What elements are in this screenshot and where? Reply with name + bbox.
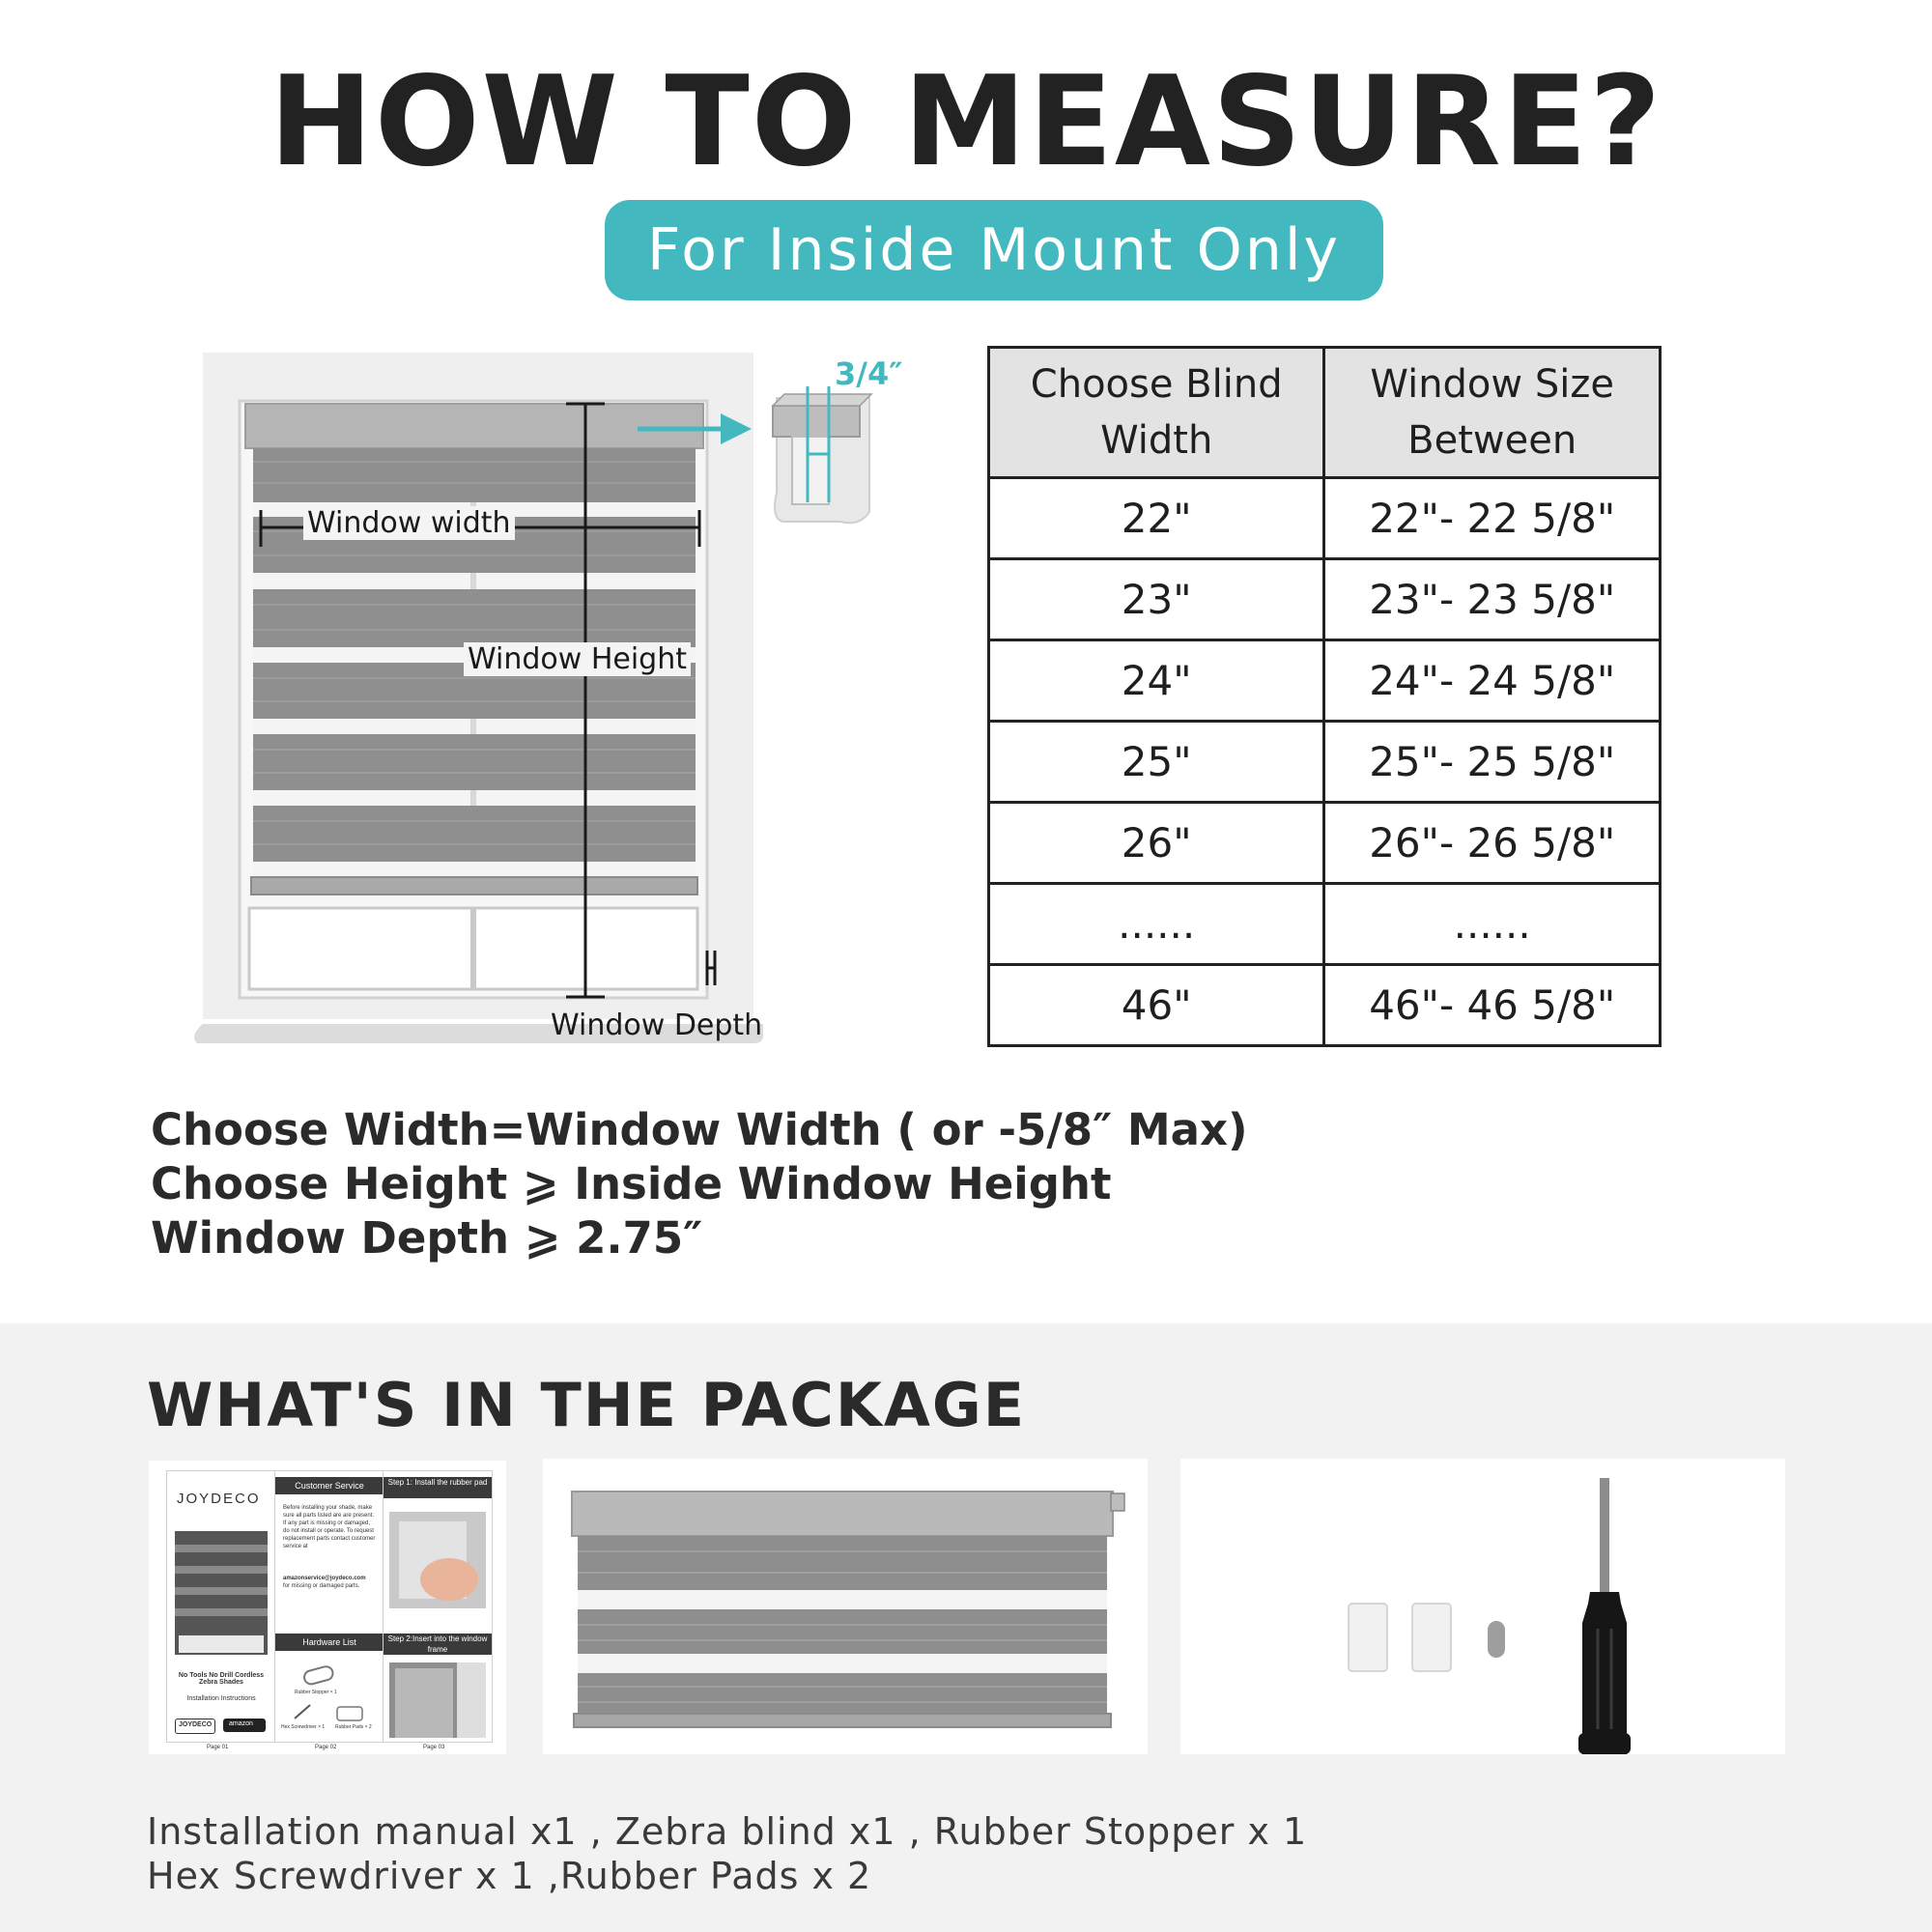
blind-width-cell: 25" <box>989 722 1324 803</box>
fabric-band <box>578 1609 1107 1654</box>
step1-header: Step 1: Install the rubber pad <box>384 1477 492 1498</box>
zebra-blind-image <box>543 1459 1148 1754</box>
fabric-band <box>253 734 696 790</box>
table-row <box>989 559 1661 640</box>
blind-width-cell: 26" <box>989 803 1324 884</box>
manual-page-number: Page 02 <box>315 1745 337 1750</box>
bottom-rail <box>574 1714 1111 1727</box>
customer-service-note: for missing or damaged parts. <box>283 1583 360 1589</box>
hardware-image <box>1180 1459 1785 1754</box>
table-header-row <box>989 348 1661 478</box>
customer-service-email: amazonservice@joydeco.com <box>283 1576 366 1581</box>
cassette <box>572 1492 1113 1536</box>
rubber-stopper-caption: Rubber Stopper × 1 <box>295 1690 337 1695</box>
table-row <box>989 884 1661 965</box>
rubber-stopper-icon <box>300 1662 339 1690</box>
headrail <box>245 404 703 448</box>
rule-height: Choose Height ⩾ Inside Window Height <box>151 1158 1112 1209</box>
rubber-pad-icon <box>1349 1604 1387 1671</box>
fabric-band <box>578 1673 1107 1716</box>
manual-page-steps <box>383 1470 493 1743</box>
blind-width-cell: 23" <box>989 559 1324 640</box>
bracket-depth-label: 3/4″ <box>835 355 903 392</box>
package-contents-line: Hex Screwdriver x 1 ,Rubber Pads x 2 <box>147 1855 872 1897</box>
rubber-pads-caption: Rubber Pads × 2 <box>335 1724 372 1730</box>
table-row <box>989 965 1661 1046</box>
bottom-rail <box>251 877 697 895</box>
manual-page-cover <box>166 1470 276 1743</box>
blind-width-cell: 24" <box>989 640 1324 722</box>
window-diagram <box>193 348 908 1063</box>
step2-frame-image <box>389 1662 486 1738</box>
hardware-list-header: Hardware List <box>275 1634 384 1651</box>
fabric-band <box>253 806 696 862</box>
window-measure-illustration <box>193 348 908 1063</box>
blind-width-cell: 22" <box>989 478 1324 559</box>
fabric-band <box>578 1536 1107 1590</box>
window-size-cell: 26"- 26 5/8" <box>1324 803 1661 884</box>
joydeco-logo: JOYDECO <box>175 1719 215 1734</box>
table-row <box>989 478 1661 559</box>
manual-brand: JOYDECO <box>177 1491 261 1507</box>
manual-shade-image <box>175 1531 268 1655</box>
rubber-pad-icon <box>1412 1604 1451 1671</box>
hex-screwdriver-icon <box>1578 1478 1631 1754</box>
window-size-cell: ...... <box>1324 884 1661 965</box>
window-width-label: Window width <box>303 506 515 540</box>
package-contents-line: Installation manual x1 , Zebra blind x1 , Rubber Stopper x 1 <box>147 1810 1308 1853</box>
measurement-rules <box>151 1103 1248 1265</box>
manual-card <box>149 1461 506 1754</box>
step1-hand-image <box>389 1512 486 1608</box>
hex-screwdriver-caption: Hex Screwdriver × 1 <box>281 1724 326 1730</box>
bracket-detail <box>773 386 871 523</box>
fabric-band <box>253 589 696 647</box>
rubber-stopper-icon <box>1488 1621 1505 1658</box>
column-header-blind-width: Choose Blind Width <box>989 348 1324 478</box>
window-size-cell: 24"- 24 5/8" <box>1324 640 1661 722</box>
blind-width-cell: ...... <box>989 884 1324 965</box>
window-size-cell: 46"- 46 5/8" <box>1324 965 1661 1046</box>
rule-depth: Window Depth ⩾ 2.75″ <box>151 1212 703 1264</box>
window-depth-label: Window Depth <box>551 1009 763 1042</box>
window-size-cell: 23"- 23 5/8" <box>1324 559 1661 640</box>
end-cap <box>1111 1493 1124 1511</box>
manual-cover-subtitle: Installation Instructions <box>186 1695 256 1702</box>
page-title: HOW TO MEASURE? <box>269 50 1663 194</box>
fabric-band <box>253 448 696 502</box>
hardware-icons <box>289 1701 376 1722</box>
size-chart-table <box>987 346 1662 1047</box>
manual-page-number: Page 03 <box>423 1745 445 1750</box>
window-height-label: Window Height <box>464 642 691 676</box>
table-row <box>989 803 1661 884</box>
inside-mount-badge: For Inside Mount Only <box>605 200 1383 300</box>
customer-service-body: Before installing your shade, make sure all parts listed are are present. If any part is missing or damaged, do not install or operate. To request replacement parts contact customer service at <box>283 1505 376 1549</box>
step2-header: Step 2:Insert into the window frame <box>384 1634 492 1655</box>
window-size-cell: 25"- 25 5/8" <box>1324 722 1661 803</box>
package-contents <box>147 1809 1307 1898</box>
table-row <box>989 640 1661 722</box>
hardware-card <box>1180 1459 1785 1754</box>
column-header-window-size: Window Size Between <box>1324 348 1661 478</box>
customer-service-header: Customer Service <box>275 1477 384 1494</box>
manual-cover-title: No Tools No Drill Cordless Zebra Shades <box>178 1672 265 1686</box>
manual-page-service <box>274 1470 384 1743</box>
window-size-cell: 22"- 22 5/8" <box>1324 478 1661 559</box>
package-title: WHAT'S IN THE PACKAGE <box>147 1370 1027 1440</box>
table-row <box>989 722 1661 803</box>
manual-page-number: Page 01 <box>207 1745 229 1750</box>
rule-width: Choose Width=Window Width ( or -5/8″ Max) <box>151 1104 1248 1155</box>
zebra-blind-card <box>543 1459 1148 1754</box>
blind-width-cell: 46" <box>989 965 1324 1046</box>
amazon-logo: amazon <box>223 1719 266 1732</box>
package-section <box>0 1323 1932 1932</box>
